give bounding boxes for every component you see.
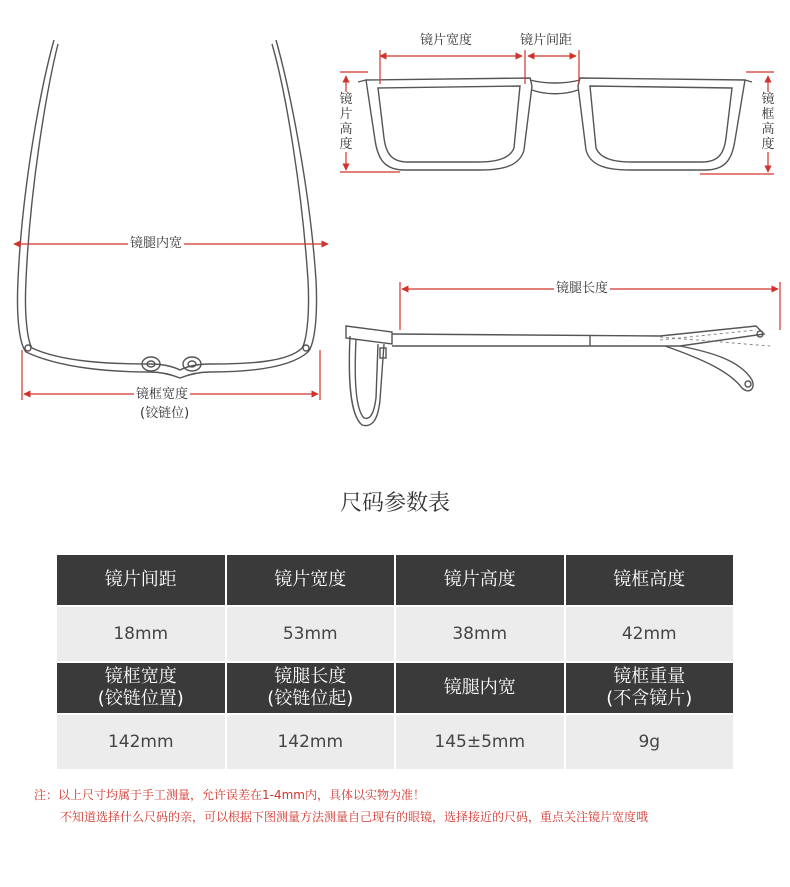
value-cell: 42mm <box>565 606 735 662</box>
value-cell: 18mm <box>56 606 226 662</box>
front-view-glasses <box>358 78 752 170</box>
value-row-2 <box>56 714 734 770</box>
value-cell: 142mm <box>226 714 396 770</box>
bridge-width-label: 镜片间距 <box>520 33 573 48</box>
top-view-glasses <box>17 40 316 378</box>
value-cell: 9g <box>565 714 735 770</box>
temple-bend-guide <box>660 330 770 346</box>
header-cell <box>565 662 735 714</box>
header-line: 镜框重量 <box>613 666 686 687</box>
frame-width-note: (铰链位) <box>140 406 190 421</box>
frame-width-label: 镜框宽度 <box>136 387 189 402</box>
header-subline: (不含镜片) <box>606 688 693 709</box>
value-row-1 <box>56 606 734 662</box>
header-cell: 镜片高度 <box>395 554 565 606</box>
value-cell: 142mm <box>56 714 226 770</box>
size-spec-table <box>55 553 735 771</box>
value-cell: 53mm <box>226 606 396 662</box>
value-cell: 145±5mm <box>395 714 565 770</box>
header-line: 镜框宽度 <box>104 666 177 687</box>
frame-height-label: 镜框高度 <box>761 92 775 152</box>
temple-inner-width-label: 镜腿内宽 <box>130 236 183 251</box>
header-row-1 <box>56 554 734 606</box>
header-subline: (铰链位起) <box>267 688 354 709</box>
dimension-lines <box>14 50 780 400</box>
measurement-note: 注：以上尺寸均属于手工测量，允许误差在1-4mm内，具体以实物为准！ <box>34 788 425 802</box>
temple-length-label: 镜腿长度 <box>556 281 609 296</box>
header-cell: 镜片间距 <box>56 554 226 606</box>
size-advice-note: 不知道选择什么尺码的亲，可以根据下图测量方法测量自己现有的眼镜，选择接近的尺码，重点关注镜片宽度哦 <box>60 810 649 824</box>
lens-height-label: 镜片高度 <box>339 92 353 152</box>
header-cell: 镜框高度 <box>565 554 735 606</box>
value-cell: 38mm <box>395 606 565 662</box>
size-chart-title: 尺码参数表 <box>339 491 450 516</box>
header-cell <box>395 662 565 714</box>
lens-width-label: 镜片宽度 <box>420 33 473 48</box>
side-view-glasses <box>346 326 764 426</box>
header-row-2 <box>56 662 734 714</box>
header-line: 镜腿内宽 <box>443 677 516 698</box>
header-cell <box>56 662 226 714</box>
header-line: 镜腿长度 <box>274 666 347 687</box>
header-cell: 镜片宽度 <box>226 554 396 606</box>
header-subline: (铰链位置) <box>97 688 184 709</box>
header-cell <box>226 662 396 714</box>
